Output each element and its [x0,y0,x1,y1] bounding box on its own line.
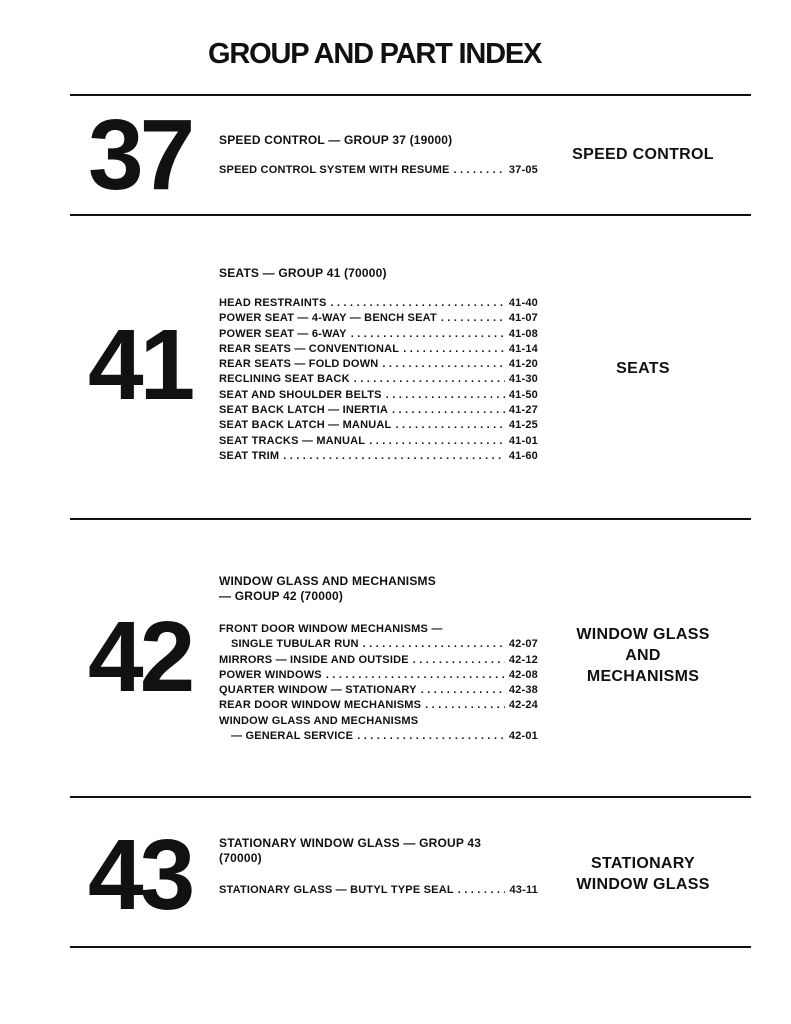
index-entry [219,883,538,898]
index-entry [219,637,538,652]
group-heading: SEATS — GROUP 41 (70000) [219,266,387,280]
group-number: 41 [88,309,192,421]
entry-page: 42-08 [508,668,538,681]
group-heading-line: — GROUP 42 (70000) [219,589,344,603]
index-entry [219,296,538,311]
entry-page: 42-12 [508,653,538,666]
group-number: 42 [88,601,192,713]
entry-page: 41-14 [508,342,538,355]
entry-title: REAR SEATS — FOLD DOWN [219,358,379,371]
entry-page: 42-24 [508,699,538,712]
entry-page: 41-40 [508,297,538,309]
group-heading [219,836,481,866]
entry-title: QUARTER WINDOW — STATIONARY [219,684,417,697]
entry-title: SEAT BACK LATCH — INERTIA [219,404,388,417]
index-entry [219,327,538,342]
entry-title: POWER SEAT — 6-WAY [219,327,347,340]
leader-dots [413,653,505,668]
leader-dots [369,434,505,449]
entry-page: 37-05 [508,164,538,176]
divider-rule [70,796,751,798]
index-entry [219,403,538,418]
group-number: 43 [88,819,192,931]
divider-rule [70,518,751,520]
section-label-line: MECHANISMS [586,668,700,685]
entry-page: 41-20 [508,358,538,371]
entry-title: HEAD RESTRAINTS [219,297,327,309]
group-heading-line: (70000) [219,851,262,865]
entry-title: MIRRORS — INSIDE AND OUTSIDE [219,653,409,666]
leader-dots [395,418,504,433]
group-heading-line: STATIONARY WINDOW GLASS — GROUP 43 [219,836,482,850]
section-label [540,624,746,687]
index-entry [219,449,538,464]
entry-title: REAR SEATS — CONVENTIONAL [219,342,400,355]
index-entry [219,653,538,668]
leader-dots [454,163,505,178]
entry-page: 41-07 [508,312,538,325]
leader-dots [382,357,504,372]
entry-list [219,883,538,898]
entry-title: POWER SEAT — 4-WAY — BENCH SEAT [219,312,437,325]
leader-dots [441,311,505,326]
group-number: 37 [88,99,192,211]
entry-page: 42-01 [508,730,538,743]
page-title: GROUP AND PART INDEX [208,38,542,70]
section-label: SEATS [616,360,670,377]
entry-title: RECLINING SEAT BACK [219,373,350,386]
section-label: SPEED CONTROL [572,146,714,163]
entry-page: 41-50 [508,388,538,401]
entry-title: — GENERAL SERVICE [231,730,354,743]
leader-dots [357,729,505,744]
index-entry [219,418,538,433]
leader-dots [425,698,505,713]
leader-dots [331,296,505,311]
entry-title: REAR DOOR WINDOW MECHANISMS [219,699,422,712]
leader-dots [458,883,506,898]
leader-dots [283,449,505,464]
entry-title: POWER WINDOWS [219,668,322,681]
entry-page: 41-08 [508,327,538,340]
group-heading: SPEED CONTROL — GROUP 37 (19000) [219,133,453,147]
entry-list [219,163,538,178]
group-heading-line: WINDOW GLASS AND MECHANISMS [219,574,436,588]
section-label-line: STATIONARY [590,855,696,872]
entry-title: SINGLE TUBULAR RUN [231,638,359,651]
index-entry [219,388,538,403]
leader-dots [403,342,505,357]
group-heading [219,574,436,604]
entry-title: SEAT AND SHOULDER BELTS [219,388,382,401]
entry-page: 41-60 [508,449,538,462]
entry-title: SEAT TRACKS — MANUAL [219,434,366,447]
section-label [540,853,746,895]
index-entry [219,342,538,357]
leader-dots [386,388,505,403]
entry-title: STATIONARY GLASS — BUTYL TYPE SEAL [219,884,454,896]
divider-rule [70,94,751,96]
section-label-line: WINDOW GLASS [576,626,710,643]
index-entry [219,683,538,698]
divider-rule [70,946,751,948]
leader-dots [421,683,505,698]
index-entry [219,729,538,744]
entry-page: 41-25 [508,419,538,432]
leader-dots [354,372,505,387]
section-label-line: AND [625,647,661,664]
index-entry-continued: WINDOW GLASS AND MECHANISMS [219,714,419,727]
leader-dots [392,403,505,418]
entry-page: 43-11 [509,884,538,896]
index-entry [219,311,538,326]
index-entry [219,668,538,683]
index-entry [219,434,538,449]
leader-dots [363,637,505,652]
entry-list [219,622,538,744]
index-entry [219,163,538,178]
entry-page: 41-30 [508,373,538,386]
entry-list [219,296,538,464]
index-entry-continued: FRONT DOOR WINDOW MECHANISMS — [219,623,443,635]
leader-dots [351,327,505,342]
divider-rule [70,214,751,216]
section-label-line: WINDOW GLASS [576,876,710,893]
index-entry [219,372,538,387]
entry-page: 42-38 [508,684,538,697]
entry-page: 42-07 [508,638,538,651]
entry-page: 41-27 [508,404,538,417]
entry-title: SPEED CONTROL SYSTEM WITH RESUME [219,164,450,176]
entry-title: SEAT BACK LATCH — MANUAL [219,419,392,432]
leader-dots [326,668,505,683]
index-entry [219,698,538,713]
index-entry [219,357,538,372]
entry-title: SEAT TRIM [219,449,280,462]
entry-page: 41-01 [508,434,538,447]
